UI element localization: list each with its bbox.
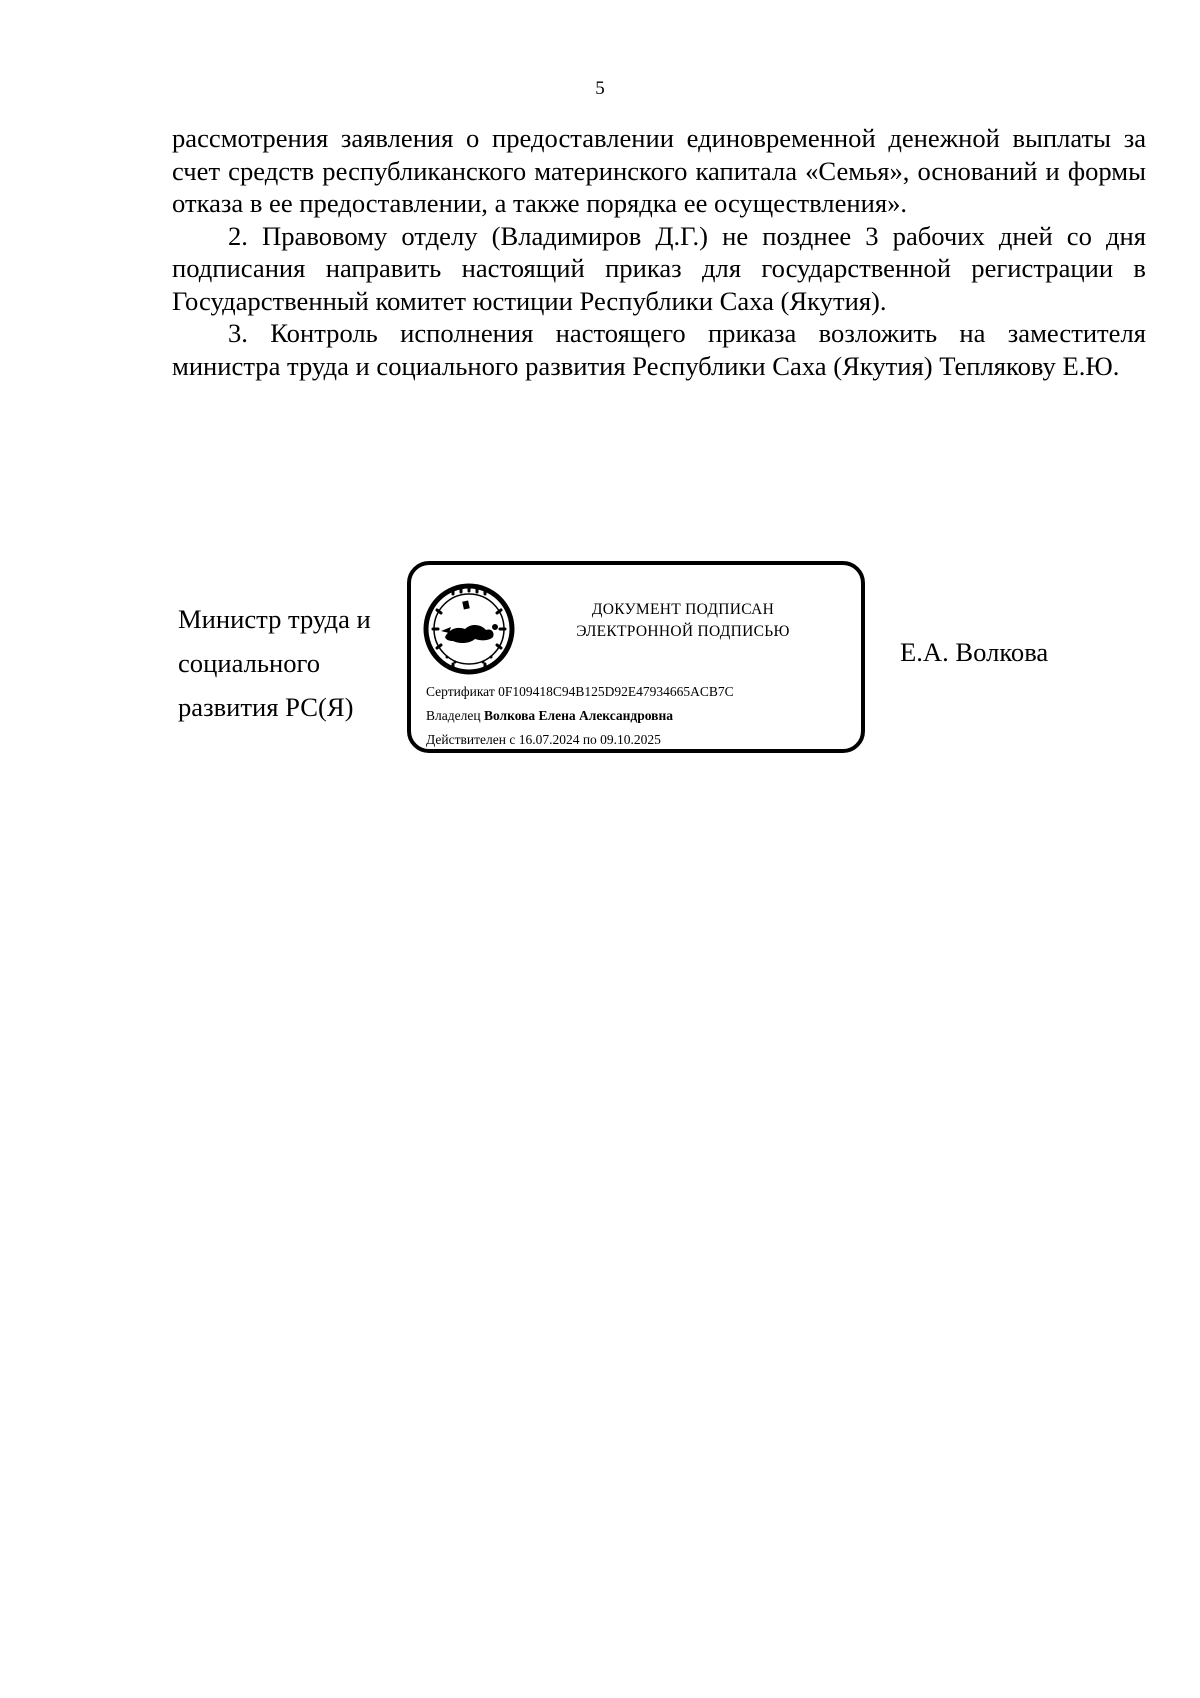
paragraph-continuation: рассмотрения заявления о предоставлении единовременной денежной выплаты за счет средств республиканского материнского капитала «Семья», оснований и формы отказа в ее предоставлении, а также порядка ее осуществления». <box>172 123 1146 218</box>
stamp-heading <box>523 599 843 643</box>
owner-line <box>426 704 734 728</box>
owner-value: Волкова Елена Александровна <box>483 708 674 723</box>
certificate-line <box>426 680 734 704</box>
paragraph-item-3: 3. Контроль исполнения настоящего приказа возложить на заместителя министра труда и социального развития Республики Саха (Якутия) Теплякову Е.Ю. <box>172 318 1146 381</box>
signer-title-line: Министр труда и <box>178 604 371 634</box>
owner-label: Владелец <box>426 708 481 723</box>
certificate-label: Сертификат <box>426 684 495 699</box>
valid-from-label: с <box>509 732 516 747</box>
validity-line <box>426 728 734 752</box>
signer-title-line: социального <box>178 648 321 678</box>
document-body <box>172 122 1146 382</box>
coat-of-arms-icon <box>423 583 515 675</box>
valid-label: Действителен <box>426 732 506 747</box>
stamp-details <box>426 680 734 752</box>
signer-name: Е.А. Волкова <box>900 637 1049 667</box>
valid-from-date: 16.07.2024 <box>518 732 580 747</box>
stamp-heading-line: ДОКУМЕНТ ПОДПИСАН <box>591 601 775 618</box>
valid-to-label: по <box>582 732 597 747</box>
signer-title <box>178 597 408 729</box>
paragraph-item-2: 2. Правовому отделу (Владимиров Д.Г.) не позднее 3 рабочих дней со дня подписания направить настоящий приказ для государственной регистрации в Государственный комитет юстиции Республики Саха (Якутия). <box>172 220 1146 316</box>
stamp-heading-line: ЭЛЕКТРОННОЙ ПОДПИСЬЮ <box>576 623 790 640</box>
page-number: 5 <box>595 78 605 99</box>
certificate-value: 0F109418C94B125D92E47934665ACB7C <box>498 684 734 699</box>
valid-to-date: 09.10.2025 <box>600 732 661 747</box>
electronic-signature-stamp <box>407 561 865 753</box>
signer-title-line: развития РС(Я) <box>178 692 354 722</box>
